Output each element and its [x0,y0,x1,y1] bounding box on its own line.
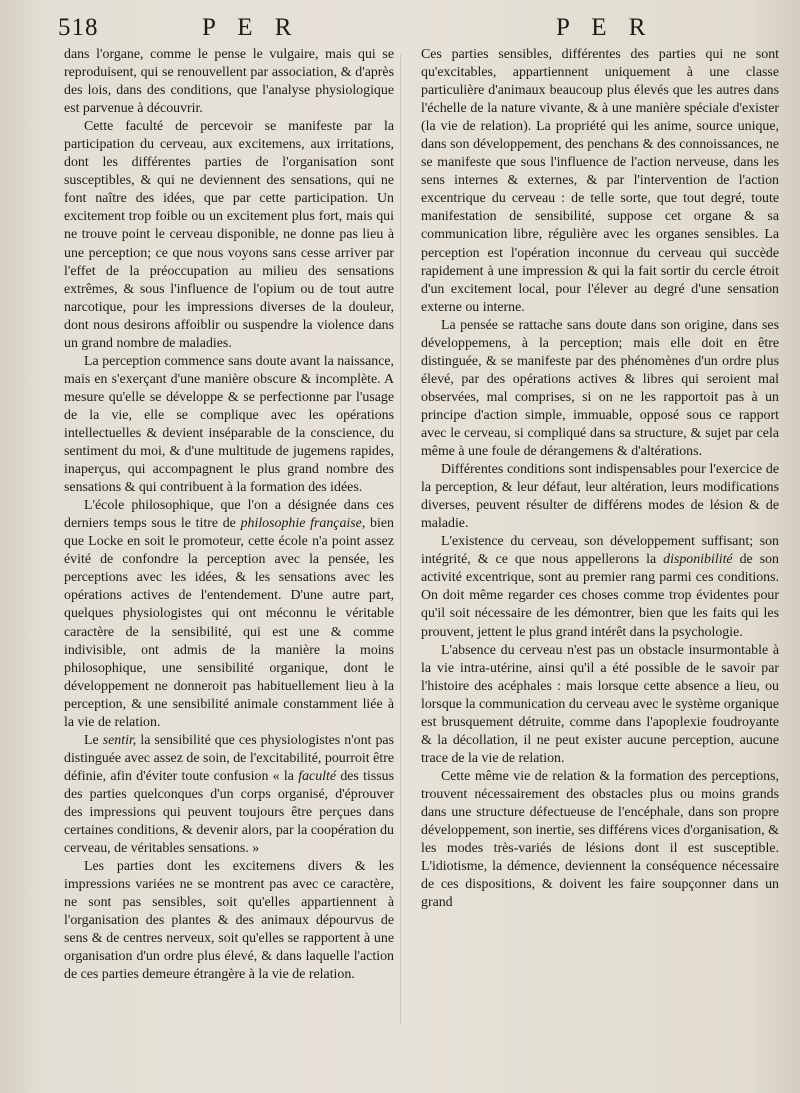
italic-term: sentir, [102,732,137,748]
paragraph: Ces parties sensibles, différentes des parties qui ne sont qu'excitables, appartiennent uniquement à une classe particulière d'animaux beaucoup plus élevés que les autres dans l'échelle de la nature vivante, & à une manière spéciale d'exister (la vie de relation). La propriété qui les anime, source unique, dans son développement, des penchans & des connoissances, ne se manifeste que sous l'influence de l'action nerveuse, dans les sens internes & externes, & par l'intervention de l'action excentrique du cerveau : de telle sorte, que tout degré, toute manifestation de sensibilité, suppose cet organe & sa communication libre, régulière avec les organes sensibles. La perception est l'opération inconnue du cerveau qui succède rapidement à une impression & qui la fait sortir du cercle étroit d'un excitement local, pour l'élever au degré d'une sensation externe ou interne. [421,47,779,315]
column-gutter [400,54,401,1024]
paragraph: L'absence du cerveau n'est pas un obstacle insurmontable à la vie intra-utérine, ainsi qu'il a été possible de le savoir par l'histoire des acéphales : mais lorsque cette absence a lieu, ou lorsque la communication du cerveau avec le système organique est brusquement détruite, comme dans l'apoplexie foudroyante & la décollation, il ne peut exister aucune perception, aucune trace de la vie de relation. [421,642,779,766]
running-head [58,14,766,46]
text-run: des tissus des parties quelconques d'un corps organisé, d'éprouver des impressions qui peuvent toujours être perçues dans certaines conditions, & devenir alors, par la coopération du cerveau, de véritables sensations. » [64,768,394,857]
paragraph [64,732,394,858]
italic-term: disponibilité [663,552,733,568]
right-column [421,46,779,1026]
text-run: L'existence du cerveau, son développement suffisant; son intégrité, & ce que nous appellerons la [421,534,779,568]
running-head-left: P E R [202,14,300,41]
paragraph: Cette faculté de percevoir se manifeste par la participation du cerveau, aux excitemens, aux irritations, dont les différentes parties de l'organisation sont susceptibles, & qui ne deviennent des sensations, qui ne font naître des idées, que par cette participation. Un excitement trop foible ou un excitement plus fort, mais qui ne trouve point le cerveau disponible, ne donne pas lieu à une perception; ce que nous voyons sans cesse arriver par l'effet de la préoccupation au milieu des sensations extrêmes, & sous l'influence de l'opium ou de tout autre narcotique, pour les impressions diverses de la douleur, dont nous desirons affoiblir ou suspendre la violence dans un grand nombre de maladies. [64,119,394,351]
paragraph: La perception commence sans doute avant la naissance, mais en s'exerçant d'une manière obscure & incomplète. A mesure qu'elle se développe & se perfectionne par l'usage de la vie, elle se complique avec les opérations intellectuelles & devient inséparable de la conscience, du sentiment du moi, & d'une multitude de jugemens rapides, inaperçus, qui accompagnent le plus grand nombre des sensations & qui contribuent à la formation des idées. [64,353,394,496]
running-head-right: P E R [556,14,654,41]
italic-term: faculté [298,768,337,784]
paragraph [64,497,394,732]
paragraph [421,533,779,641]
paragraph: Cette même vie de relation & la formation des perceptions, trouvent nécessairement des obstacles plus ou moins grands dans une structure défectueuse de l'encéphale, dans son propre développement, son inertie, ses différens vices d'organisation, & les modes très-variés de lésions dont il est susceptible. L'idiotisme, la démence, deviennent la conséquence nécessaire de ces dispositions, & doivent les faire soupçonner dans un grand [421,768,779,911]
paragraph: Les parties dont les excitemens divers & les impressions variées ne se montrent pas avec ce caractère, ne sont pas sensibles, soit qu'elles appartiennent à l'organisation des plantes & des animaux dépourvus de sens & de centres nerveux, soit qu'elles se rapportent à une organisation d'un ordre plus élevé, & dans laquelle l'action de ces parties demeure étrangère à la vie de relation. [64,859,394,983]
italic-term: philosophie française [240,516,362,532]
text-run: , bien que Locke en soit le promoteur, cette école n'a point assez évité de confondre la perception avec la pensée, les perceptions avec les idées, & les sensations avec les opérations actives de l'entendement. D'une autre part, quelques physiologistes qui ont méconnu le véritable caractère de la sensibilité, qui est une & comme indivisible, ont admis de la manière la moins philosophique, une sensibilité organique, dont le développement ne donneroit pas habituellement lieu à la perception, & une sensibilité animale constamment liée à la vie de relation. [64,516,394,730]
page-number: 518 [58,14,99,41]
paragraph: Différentes conditions sont indispensables pour l'exercice de la perception, & leur défaut, leur altération, leurs modifications diverses, peuvent résulter de différens modes de lésion & de maladie. [421,462,779,532]
left-column [64,46,394,1026]
paragraph: dans l'organe, comme le pense le vulgaire, mais qui se reproduisent, qui se renouvellent par association, & d'après des lois, dans des conditions, que l'analyse physiologique est parvenue à découvrir. [64,47,394,117]
text-run: L'école philosophique, que l'on a désignée dans ces derniers temps sous le titre de [64,498,394,532]
paragraph: La pensée se rattache sans doute dans son origine, dans ses développemens, à la perception; mais elle doit en être distinguée, & se manifeste par des phénomènes d'un ordre plus élevé, par des opérations actives & libres qui seroient mal observées, mal comprises, si on ne les rapportoit pas à un principe d'action simple, immuable, opposé sous ce rapport avec le cerveau, si compliqué dans sa structure, & sujet par cela même à une foule de dérangemens & d'altérations. [421,317,779,460]
text-run: de son activité excentrique, sont au premier rang parmi ces conditions. On doit même regarder ces choses comme trop évidentes pour qu'il soit nécessaire de les démontrer, bien que les faits qui les prouvent, jettent le plus grand intérêt dans la psychologie. [421,552,779,640]
text-run: Le [84,732,103,748]
text-run: la sensibilité que ces physiologistes n'ont pas distinguée avec assez de soin, de l'excitabilité, pourroit être définie, afin d'éviter toute confusion « la [64,732,394,784]
